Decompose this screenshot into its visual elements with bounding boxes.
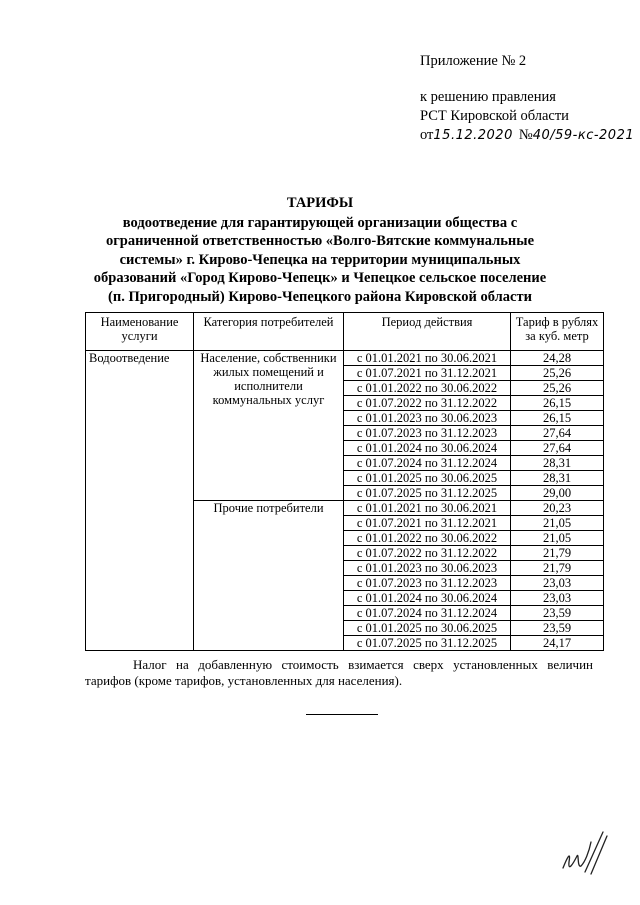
tariff-value-cell: 23,59 [511,606,604,621]
tariff-value-cell: 23,59 [511,621,604,636]
tariff-value-cell: 23,03 [511,591,604,606]
tariff-value-cell: 25,26 [511,366,604,381]
title-line-2: ограниченной ответственностью «Волго-Вятские коммунальные [105,233,535,249]
annex-title: Приложение № 2 [420,53,527,69]
vat-note: Налог на добавленную стоимость взимается сверх установленных величин тарифов (кроме тарифов, установленных для населения). [85,657,593,688]
annex-header [420,52,634,145]
period-cell: с 01.01.2021 по 30.06.2021 [344,351,511,366]
title-line-5: (п. Пригородный) Кирово-Чепецкого района Кировской области [108,288,532,305]
number-prefix: № [518,127,533,143]
header-service: Наименование услуги [86,313,194,351]
tariff-value-cell: 28,31 [511,456,604,471]
consumer-category-cell: Прочие потребители [194,501,344,651]
period-cell: с 01.07.2024 по 31.12.2024 [344,606,511,621]
tariff-value-cell: 21,05 [511,516,604,531]
period-cell: с 01.01.2023 по 30.06.2023 [344,561,511,576]
period-cell: с 01.07.2021 по 31.12.2021 [344,366,511,381]
header-tariff: Тариф в рублях за куб. метр [511,313,604,351]
date-prefix: от [420,127,434,143]
tariff-value-cell: 27,64 [511,426,604,441]
tariff-value-cell: 29,00 [511,486,604,501]
tariff-value-cell: 24,28 [511,351,604,366]
table-row [86,351,604,366]
period-cell: с 01.07.2025 по 31.12.2025 [344,486,511,501]
period-cell: с 01.01.2021 по 30.06.2021 [344,501,511,516]
tariff-value-cell: 26,15 [511,396,604,411]
period-cell: с 01.01.2023 по 30.06.2023 [344,411,511,426]
service-name-cell: Водоотведение [86,351,194,651]
period-cell: с 01.01.2025 по 30.06.2025 [344,471,511,486]
document-title [90,194,550,306]
period-cell: с 01.01.2022 по 30.06.2022 [344,531,511,546]
tariff-value-cell: 20,23 [511,501,604,516]
table-header-row [86,313,604,351]
tariff-value-cell: 26,15 [511,411,604,426]
tariff-value-cell: 24,17 [511,636,604,651]
tariff-value-cell: 21,79 [511,561,604,576]
footer-divider [306,714,378,715]
header-category: Категория потребителей [194,313,344,351]
consumer-category-cell: Население, собственники жилых помещений и исполнители коммунальных услуг [194,351,344,501]
table-body [86,351,604,651]
header-period: Период действия [344,313,511,351]
period-cell: с 01.07.2023 по 31.12.2023 [344,576,511,591]
tariff-value-cell: 23,03 [511,576,604,591]
tariff-value-cell: 21,05 [511,531,604,546]
title-line-1: водоотведение для гарантирующей организации общества с [122,214,518,231]
period-cell: с 01.07.2025 по 31.12.2025 [344,636,511,651]
period-cell: с 01.07.2022 по 31.12.2022 [344,546,511,561]
tariff-value-cell: 27,64 [511,441,604,456]
decision-line-1: к решению правления [420,89,556,105]
period-cell: с 01.01.2024 по 30.06.2024 [344,441,511,456]
period-cell: с 01.07.2022 по 31.12.2022 [344,396,511,411]
title-main: ТАРИФЫ [286,195,354,211]
tariff-value-cell: 28,31 [511,471,604,486]
decision-date-line [420,126,634,145]
tariff-value-cell: 25,26 [511,381,604,396]
period-cell: с 01.07.2024 по 31.12.2024 [344,456,511,471]
signature-mark [555,828,611,886]
title-line-4: образований «Город Кирово-Чепецк» и Чепецкое сельское поселение [93,270,547,286]
tariff-value-cell: 21,79 [511,546,604,561]
period-cell: с 01.01.2022 по 30.06.2022 [344,381,511,396]
decision-date: 15.12.2020 [433,128,513,143]
tariff-table [85,312,604,651]
period-cell: с 01.01.2025 по 30.06.2025 [344,621,511,636]
period-cell: с 01.01.2024 по 30.06.2024 [344,591,511,606]
decision-number: 40/59-кс-2021 [532,128,635,143]
title-line-3: системы» г. Кирово-Чепецка на территории муниципальных [119,251,521,268]
period-cell: с 01.07.2023 по 31.12.2023 [344,426,511,441]
period-cell: с 01.07.2021 по 31.12.2021 [344,516,511,531]
decision-line-2: РСТ Кировской области [420,108,569,124]
